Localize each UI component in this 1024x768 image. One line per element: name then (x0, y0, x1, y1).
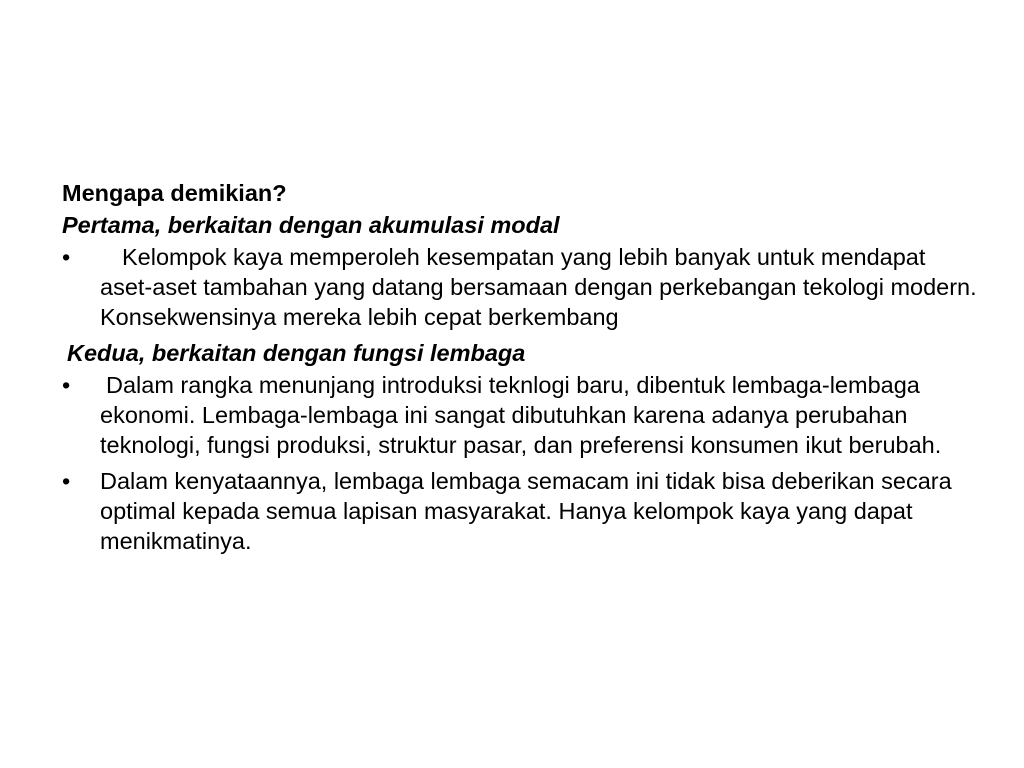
bullet-icon: • (62, 468, 71, 494)
slide-content (62, 178, 982, 562)
bullet-text: Kelompok kaya memperoleh kesempatan yang lebih banyak untuk mendapat aset-aset tambahan yang datang bersamaan dengan perkebangan tekologi modern. Konsekwensinya mereka lebih cepat berkembang (100, 244, 977, 330)
section2-title: Kedua, berkaitan dengan fungsi lembaga (67, 340, 526, 366)
bullet-item (62, 466, 982, 556)
bullet-text: Dalam rangka menunjang introduksi teknlogi baru, dibentuk lembaga-lembaga ekonomi. Lembaga-lembaga ini sangat dibutuhkan karena adanya perubahan teknologi, fungsi produksi, struktur pasar, dan preferensi konsumen ikut berubah. (100, 372, 942, 458)
bullet-item (62, 370, 982, 460)
bullet-icon: • (62, 244, 71, 270)
bullet-text: Dalam kenyataannya, lembaga lembaga semacam ini tidak bisa deberikan secara optimal kepada semua lapisan masyarakat. Hanya kelompok kaya yang dapat menikmatinya. (100, 468, 952, 554)
bullet-item (62, 242, 982, 332)
bullet-icon: • (62, 372, 71, 398)
section1-title: Pertama, berkaitan dengan akumulasi modal (62, 212, 560, 238)
slide-heading: Mengapa demikian? (62, 180, 287, 206)
